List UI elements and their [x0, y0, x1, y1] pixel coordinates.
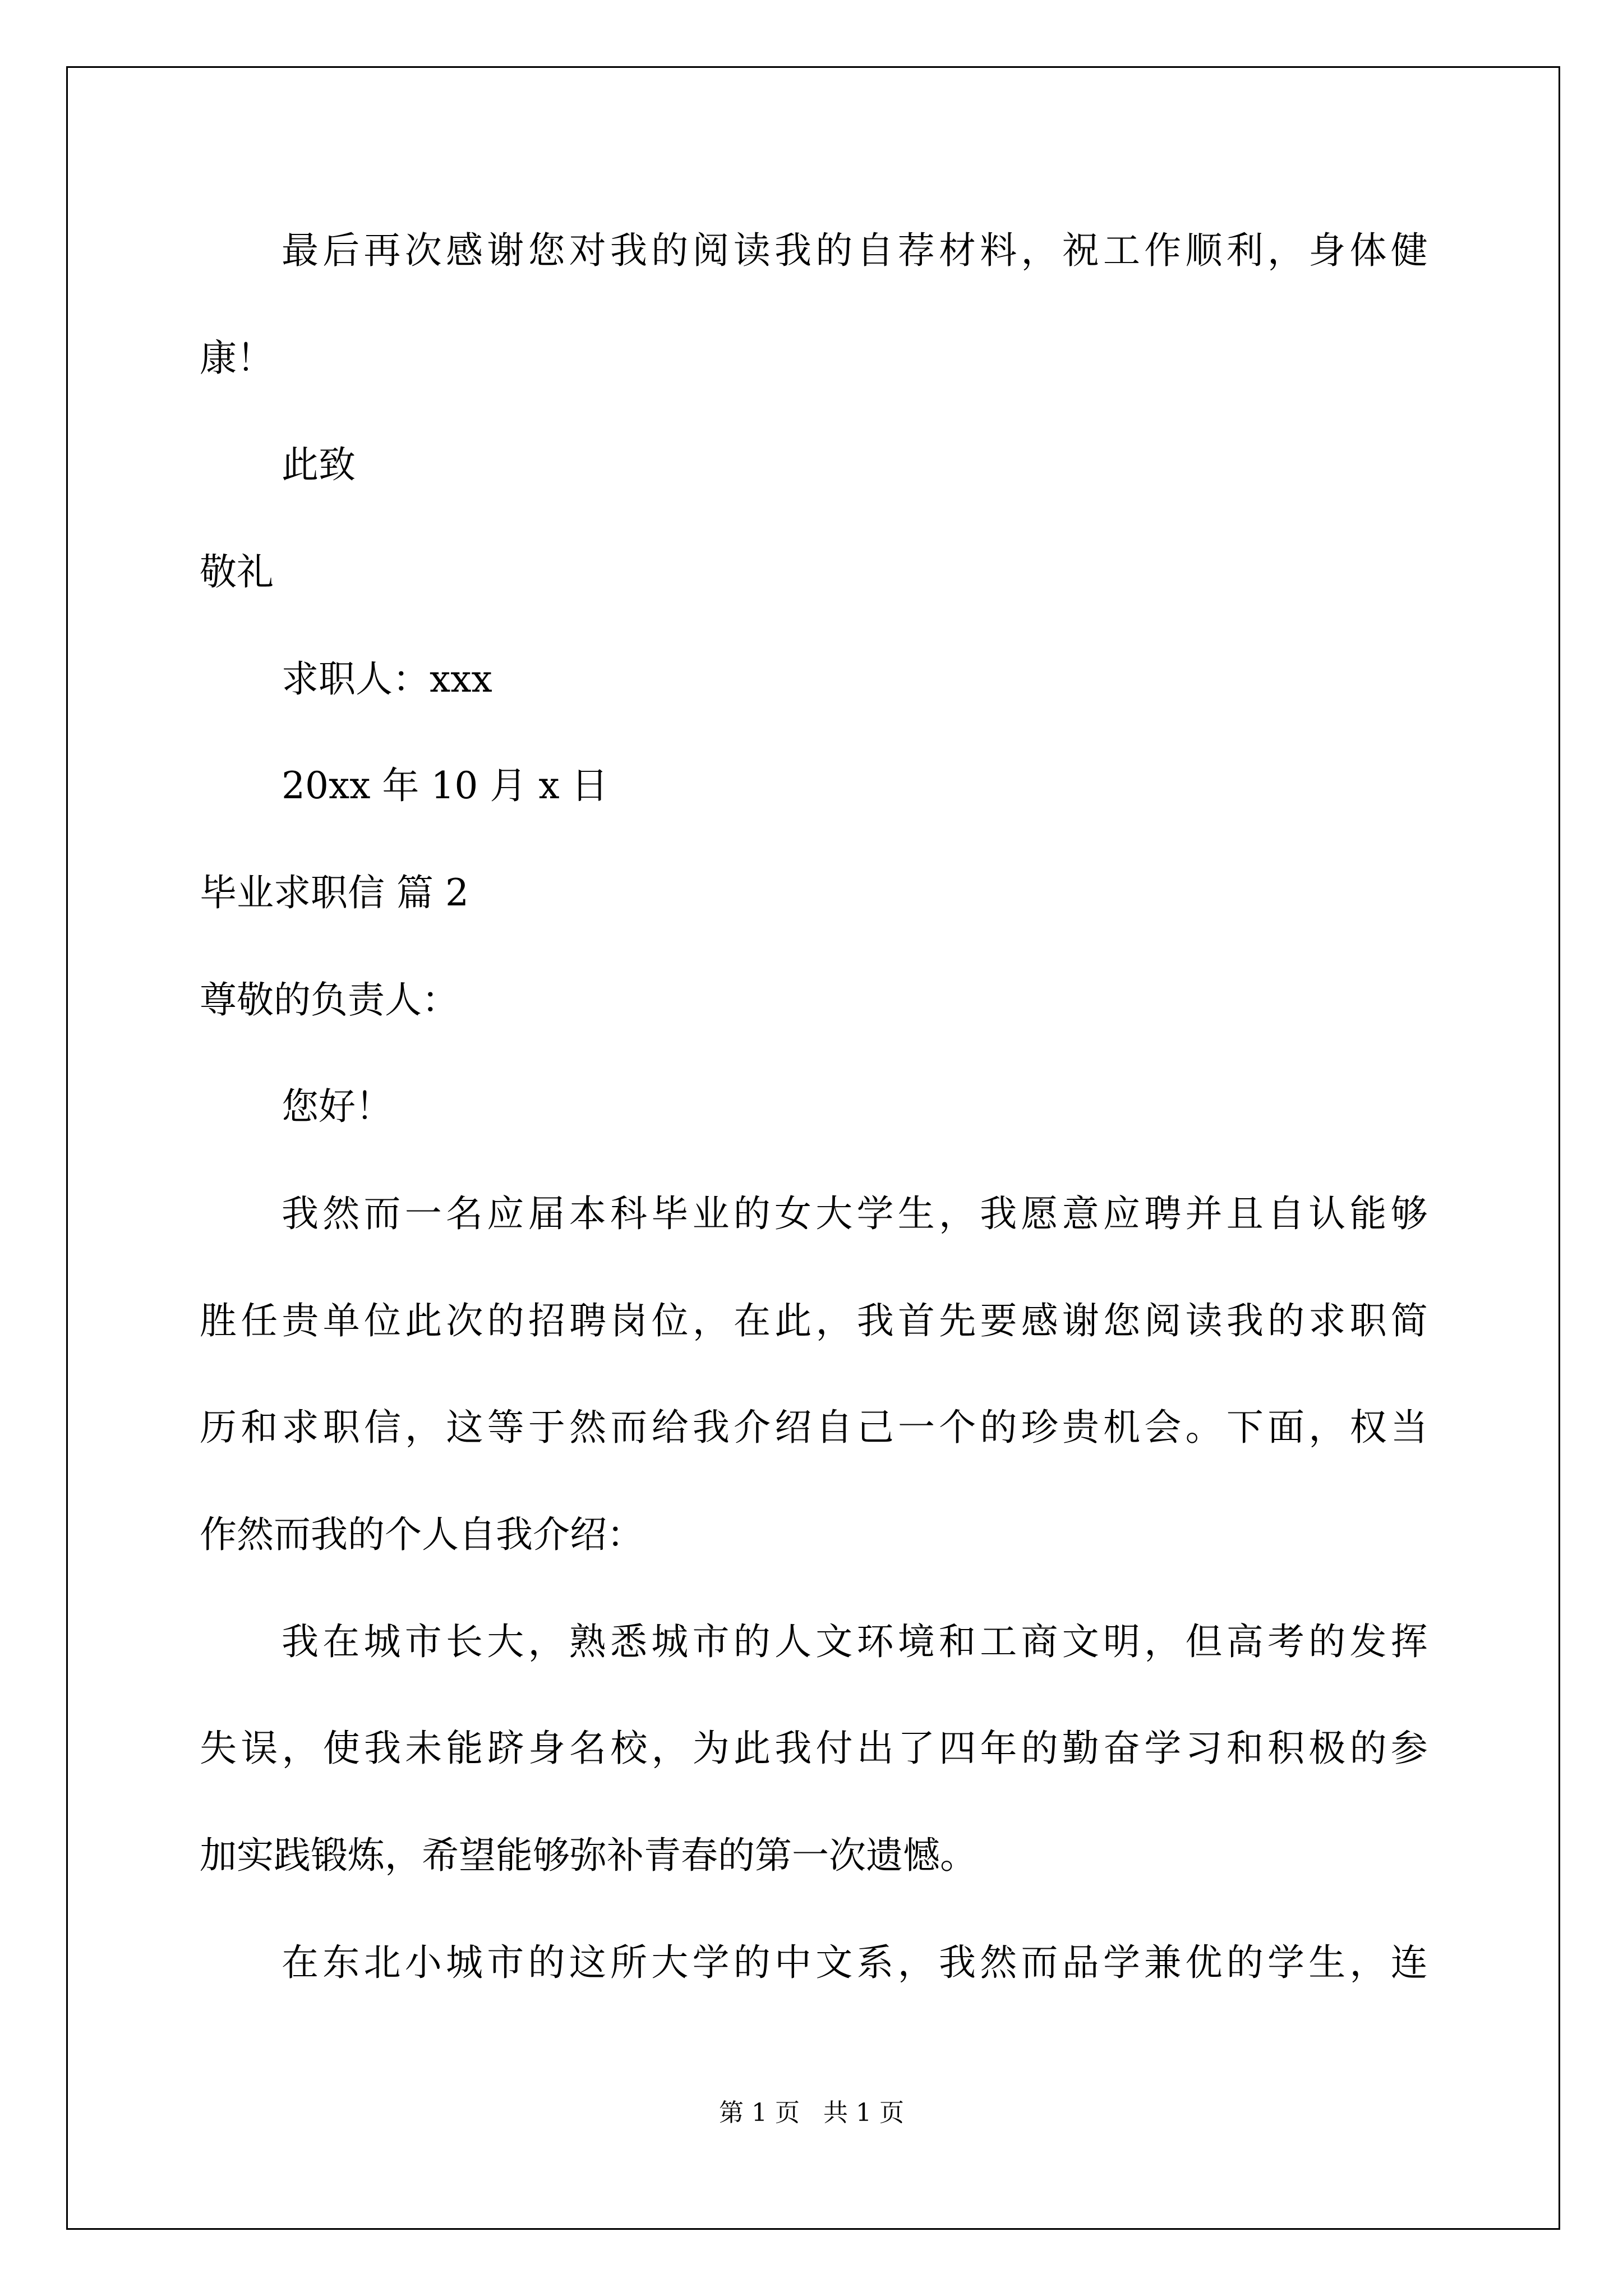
- letter-greeting: 尊敬的负责人：: [200, 978, 459, 1022]
- closing-regards: 敬礼: [200, 550, 274, 593]
- paragraph-line: 加实践锻炼，希望能够弥补青春的第一次遗憾。: [200, 1834, 977, 1877]
- paragraph-line: 在 东 北 小 城 市 的 这 所 大 学 的 中 文 系 ， 我 然 而 品 学 兼 优 的 学 生 ， 连: [282, 1941, 1428, 1984]
- paragraph-line: 康！: [200, 337, 274, 380]
- paragraph-line: 作然而我的个人自我介绍：: [200, 1513, 644, 1556]
- paragraph-line: 历 和 求 职 信 ， 这 等 于 然 而 给 我 介 绍 自 己 一 个 的 珍 贵 机 会 。 下 面 ， 权 当: [200, 1406, 1428, 1449]
- greeting-hello: 您好！: [282, 1085, 393, 1128]
- applicant-name: 求职人：xxx: [282, 657, 492, 701]
- page-frame: [66, 66, 1560, 2230]
- page-number: 第 1 页 共 1 页: [719, 2099, 904, 2127]
- paragraph-line: 最 后 再 次 感 谢 您 对 我 的 阅 读 我 的 自 荐 材 料 ， 祝 工 作 顺 利 ， 身 体 健: [282, 229, 1428, 272]
- paragraph-line: 我 在 城 市 长 大 ， 熟 悉 城 市 的 人 文 环 境 和 工 商 文 明 ， 但 高 考 的 发 挥: [282, 1620, 1428, 1663]
- paragraph-line: 失 误 ， 使 我 未 能 跻 身 名 校 ， 为 此 我 付 出 了 四 年 的 勤 奋 学 习 和 积 极 的 参: [200, 1727, 1428, 1770]
- section-title: 毕业求职信 篇 2: [200, 871, 469, 914]
- closing-salutation: 此致: [282, 443, 356, 486]
- letter-date: 20xx 年 10 月 x 日: [282, 764, 608, 807]
- paragraph-line: 我 然 而 一 名 应 届 本 科 毕 业 的 女 大 学 生 ， 我 愿 意 应 聘 并 且 自 认 能 够: [282, 1192, 1428, 1235]
- paragraph-line: 胜 任 贵 单 位 此 次 的 招 聘 岗 位 ， 在 此 ， 我 首 先 要 感 谢 您 阅 读 我 的 求 职 简: [200, 1299, 1428, 1342]
